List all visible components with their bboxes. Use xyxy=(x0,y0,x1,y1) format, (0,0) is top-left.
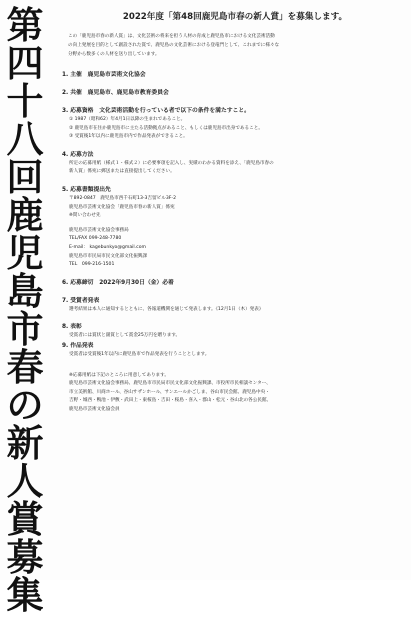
section-eligibility xyxy=(62,107,404,142)
intro-paragraph xyxy=(62,32,404,59)
note-line: 鹿児島市芸術文化協会員 xyxy=(69,406,120,412)
intro-line: の向上発展を目的として創設された賞で、鹿児島の文化芸術における登竜門として、これまでに様々な xyxy=(68,43,280,48)
note-line: 鹿児島市芸術文化協会事務局、鹿児島市市民局市民文化部文化振興課、市役所市民相談センター、 xyxy=(69,381,271,387)
contact-row xyxy=(69,253,404,270)
vertical-title-char: 集 xyxy=(6,573,44,617)
note-line: 市立美術館、川商ホール、谷山サザンホール、サンエールかごしま、谷山市民会館、鹿児島中央・ xyxy=(69,389,270,395)
condition-item: ① 1987（昭和62）年4月1日以降の生まれであること。 xyxy=(69,117,186,122)
vertical-title-char: 第 xyxy=(6,3,44,47)
vertical-title-char: 児 xyxy=(6,231,44,275)
inquiry-label: ※問い合わせ先 xyxy=(69,213,101,219)
section-heading: 8. 表彰 xyxy=(62,324,82,331)
section-heading: 5. 応募書類提出先 xyxy=(62,186,111,193)
vertical-title-char: 島 xyxy=(6,269,44,313)
contact-row xyxy=(69,227,404,253)
contact-office: 鹿児島市市民局市民文化部文化振興課 xyxy=(69,253,148,259)
section-body xyxy=(62,306,404,315)
section-heading: 2. 共催 鹿児島市、鹿児島市教育委員会 xyxy=(62,90,169,96)
main-content xyxy=(62,8,404,414)
vertical-title-char: 四 xyxy=(6,41,44,85)
section-heading: 9. 作品発表 xyxy=(62,342,94,349)
section-deadline xyxy=(62,279,404,288)
intro-line: 分野から数多くの人材を送り出しています。 xyxy=(68,52,160,57)
section-body xyxy=(62,332,404,341)
vertical-title-char: 募 xyxy=(6,535,44,579)
vertical-title-char: 春 xyxy=(6,345,44,389)
vertical-title-char: 八 xyxy=(6,117,44,161)
section-exhibition xyxy=(62,342,404,360)
vertical-title-char: 賞 xyxy=(6,497,44,541)
condition-item: ③ 受賞後1年以内に鹿児島市内で作品発表ができること。 xyxy=(69,134,188,140)
section-heading: 7. 受賞者発表 xyxy=(62,297,100,304)
body-line: 受賞者は受賞後1年以内に鹿児島市で作品発表を行うこととします。 xyxy=(69,351,210,357)
vertical-title xyxy=(4,3,46,617)
section-heading: 4. 応募方法 xyxy=(62,151,94,158)
condition-item: ② 鹿児島市在住か鹿児島市に主たる活動拠点があること、もしくは鹿児島市出身であること。 xyxy=(69,125,263,131)
section-organizer xyxy=(62,71,404,80)
section-award xyxy=(62,323,404,341)
note-line: 吉野・城西・鴨池・伊敷・武田上・東桜島・吉田・桜島・喜入・郡山・松元・谷山北の各公民館、 xyxy=(69,398,272,404)
vertical-title-char: 新 xyxy=(6,421,44,465)
contact-phone: TEL/FAX 099-248-7780 xyxy=(69,236,122,242)
intro-line: この「鹿児島市春の新人賞」は、文化芸術の将来を担う人材の育成と鹿児島市における文化芸術活動 xyxy=(68,34,275,39)
section-submission-address xyxy=(62,186,404,270)
contact-email: E-mail： kagebunkyo@gmail.com xyxy=(69,244,146,250)
section-heading: 6. 応募締切 2022年9月30日（金）必着 xyxy=(62,279,174,286)
document-title: 2022年度「第48回鹿児島市春の新人賞」を募集します。 xyxy=(122,12,348,22)
body-line: 選考結果は本人に通知するとともに、各報道機関を通じて発表します。《12月1日（木）発表》 xyxy=(69,306,264,312)
section-heading: 3. 応募資格 文化芸術活動を行っている者で以下の条件を満たすこと。 xyxy=(62,108,250,114)
address-line: 鹿児島市芸術文化協会「鹿児島市春の新人賞」係宛 xyxy=(69,204,175,210)
body-line: 所定の応募用紙（様式１・様式２）に必要事項を記入し、実績のわかる資料を添え、「鹿児島市春の xyxy=(69,160,274,166)
contact-office: 鹿児島市芸術文化協会事務局 xyxy=(69,227,129,233)
body-line: 新人賞」係宛に郵送または直接提出してください。 xyxy=(69,169,175,175)
vertical-title-char: 回 xyxy=(6,155,44,199)
section-body xyxy=(62,160,404,177)
section-co-organizer xyxy=(62,89,404,98)
section-announcement xyxy=(62,297,404,315)
vertical-title-char: 市 xyxy=(6,307,44,351)
vertical-title-char: 鹿 xyxy=(6,193,44,237)
section-heading: 1. 主催 鹿児島市芸術文化協会 xyxy=(62,72,146,78)
address-line: 〒892-0847 鹿児島市西千石町13-3吉留ビル3F-2 xyxy=(69,195,177,201)
note-line: ※応募用紙は下記のところに用意してあります。 xyxy=(69,372,169,378)
vertical-title-char: の xyxy=(6,383,44,427)
contact-phone: TEL 099-216-1501 xyxy=(69,262,115,268)
vertical-title-char: 十 xyxy=(6,79,44,123)
vertical-title-char: 人 xyxy=(6,459,44,503)
body-line: 受賞者には賞状と副賞として賞金25万円を贈ります。 xyxy=(69,333,181,339)
section-body xyxy=(62,195,404,270)
distribution-notes xyxy=(62,372,404,415)
section-body xyxy=(62,351,404,360)
section-body xyxy=(62,116,404,142)
section-how-to-apply xyxy=(62,151,404,177)
